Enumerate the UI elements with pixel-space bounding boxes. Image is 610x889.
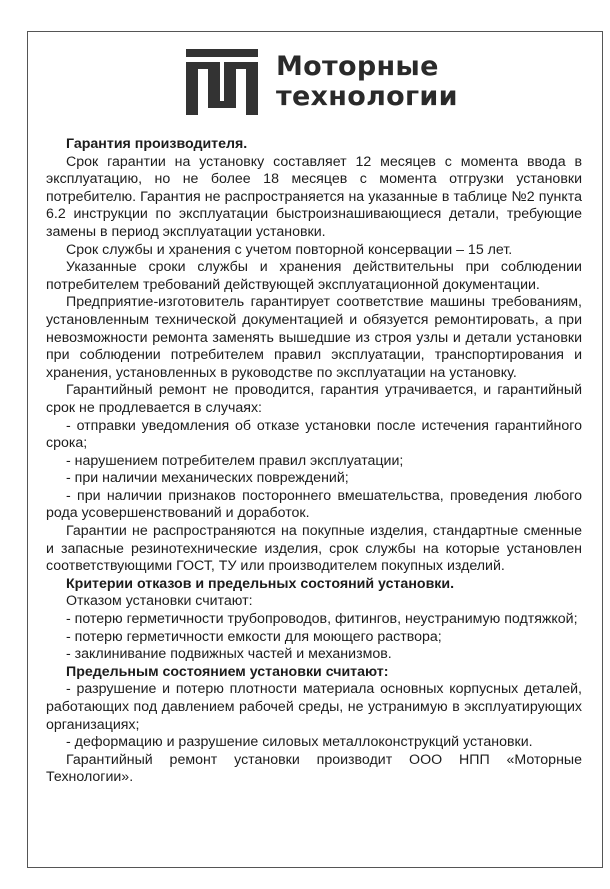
paragraph-failure-intro: Отказом установки считают:: [66, 593, 253, 610]
list-item: - отправки уведомления об отказе установки после истечения гарантийного срока;: [46, 417, 582, 452]
list-item: - нарушением потребителем правил эксплуатации;: [66, 452, 404, 469]
document-body: [46, 136, 582, 787]
paragraph-manufacturer: Предприятие-изготовитель гарантирует соответствие машины требованиям, установленным технической документацией и обязуется ремонтировать, а при невозможности ремонта заменять вышедшие из строя узлы и детали установки при соблюдении потребителем правил эксплуатации, транспортирования и хранения, установленных в руководстве по эксплуатации на установку.: [46, 294, 582, 381]
list-item: - потерю герметичности трубопроводов, фитингов, неустранимую подтяжкой;: [66, 611, 578, 628]
heading-limit-state: Предельным состоянием установки считают:: [66, 663, 389, 680]
paragraph-repair-provider: Гарантийный ремонт установки производит ООО НПП «Моторные Технологии».: [46, 751, 582, 786]
heading-failure-criteria: Критерии отказов и предельных состояний установки.: [66, 575, 455, 592]
brand-line-1: Моторные: [276, 51, 439, 82]
list-item: - при наличии признаков постороннего вмешательства, проведения любого рода усовершенствований и доработок.: [46, 487, 582, 522]
brand-line-2: технологии: [276, 81, 458, 112]
paragraph-validity: Указанные сроки службы и хранения действительны при соблюдении потребителем требований действующей эксплуатационной документации.: [46, 259, 582, 293]
list-item: - потерю герметичности емкости для моющего раствора;: [66, 628, 442, 645]
heading-warranty: Гарантия производителя.: [66, 136, 248, 152]
list-item: - деформацию и разрушение силовых металлоконструкций установки.: [66, 734, 533, 751]
paragraph-service-life: Срок службы и хранения с учетом повторной консервации – 15 лет.: [66, 241, 513, 258]
paragraph-exclusions: Гарантийный ремонт не проводится, гарантия утрачивается, и гарантийный срок не продлевается в случаях:: [46, 382, 582, 416]
list-item: - разрушение и потерю плотности материала основных корпусных деталей, работающих под давлением рабочей среды, не устранимую в эксплуатирующих организациях;: [46, 681, 582, 733]
mt-logo-icon: [186, 49, 258, 115]
list-item: - заклинивание подвижных частей и механизмов.: [66, 646, 392, 663]
list-item: - при наличии механических повреждений;: [66, 470, 349, 487]
brand-name: [276, 52, 458, 112]
paragraph-warranty-term: Срок гарантии на установку составляет 12 месяцев с момента ввода в эксплуатацию, но не более 18 месяцев с момента отгрузки установки потребителю. Гарантия не распространяется на указанные в таблице №2 пункта 6.2 инструкции по эксплуатации быстроизнашивающиеся детали, требующие замены в период эксплуатации установки.: [46, 153, 582, 240]
paragraph-purchased-items: Гарантии не распространяются на покупные изделия, стандартные сменные и запасные резинотехнические изделия, срок службы на которые установлен соответствующими ГОСТ, ТУ или производителем покупных изделий.: [46, 523, 582, 575]
